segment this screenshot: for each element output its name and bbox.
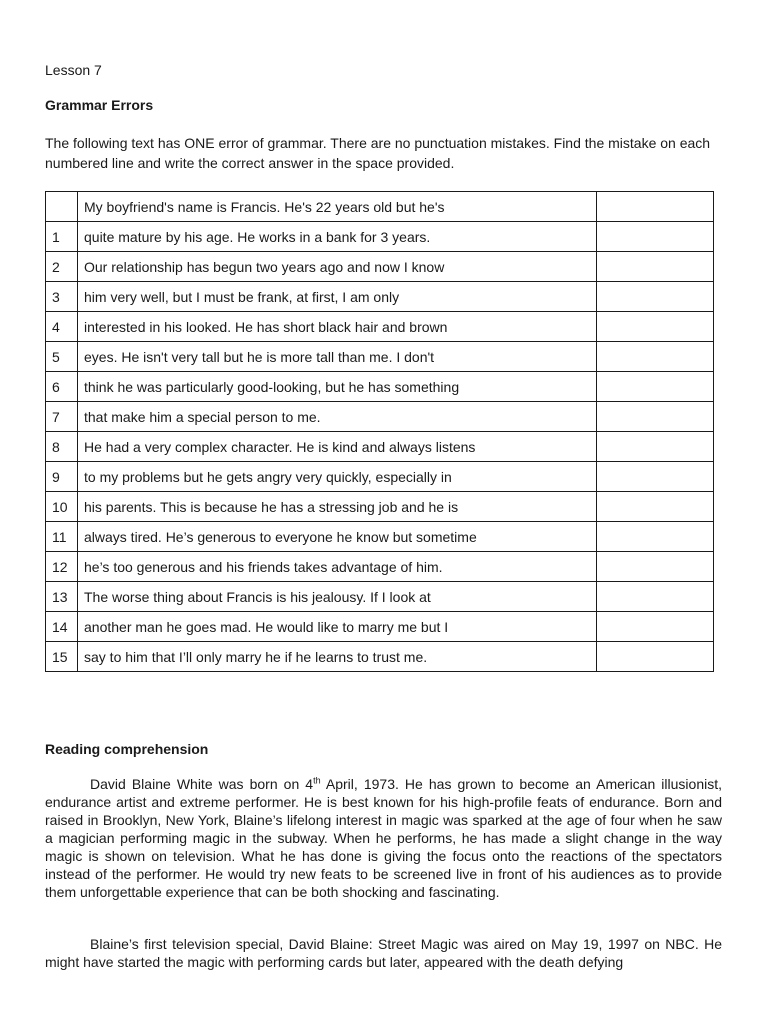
sentence-text: eyes. He isn't very tall but he is more tall than me. I don't bbox=[78, 342, 597, 372]
sentence-text: to my problems but he gets angry very quickly, especially in bbox=[78, 462, 597, 492]
table-row bbox=[46, 522, 714, 552]
answer-cell[interactable] bbox=[597, 402, 714, 432]
table-row bbox=[46, 372, 714, 402]
answer-cell[interactable] bbox=[597, 492, 714, 522]
line-number: 3 bbox=[46, 282, 78, 312]
table-row bbox=[46, 312, 714, 342]
grammar-table bbox=[45, 191, 714, 672]
answer-cell[interactable] bbox=[597, 252, 714, 282]
reading-paragraph-2: Blaine’s first television special, David Blaine: Street Magic was aired on May 19, 1997 on NBC. He might have started the magic with performing cards but later, appeared with the death defying bbox=[45, 936, 722, 970]
table-row bbox=[46, 402, 714, 432]
table-row bbox=[46, 252, 714, 282]
line-number: 14 bbox=[46, 612, 78, 642]
table-row bbox=[46, 282, 714, 312]
sentence-text: think he was particularly good-looking, but he has something bbox=[78, 372, 597, 402]
table-row bbox=[46, 552, 714, 582]
answer-cell[interactable] bbox=[597, 582, 714, 612]
table-row bbox=[46, 582, 714, 612]
line-number bbox=[46, 192, 78, 222]
lesson-label: Lesson 7 bbox=[45, 62, 102, 78]
table-row bbox=[46, 462, 714, 492]
answer-cell[interactable] bbox=[597, 522, 714, 552]
sentence-text: another man he goes mad. He would like to marry me but I bbox=[78, 612, 597, 642]
line-number: 6 bbox=[46, 372, 78, 402]
answer-cell[interactable] bbox=[597, 612, 714, 642]
sentence-text: his parents. This is because he has a stressing job and he is bbox=[78, 492, 597, 522]
paragraph-1-text-start: David Blaine White was born on 4 bbox=[90, 776, 314, 792]
answer-cell[interactable] bbox=[597, 342, 714, 372]
line-number: 4 bbox=[46, 312, 78, 342]
table-row bbox=[46, 492, 714, 522]
sentence-text: that make him a special person to me. bbox=[78, 402, 597, 432]
answer-cell[interactable] bbox=[597, 312, 714, 342]
reading-paragraph-1 bbox=[45, 775, 722, 901]
paragraph-1-text-rest: April, 1973. He has grown to become an American illusionist, endurance artist and extreme performer. He is best known for his high-profile feats of endurance. Born and raised in Brooklyn, New York, Blaine’s lifelong interest in magic was sparked at the age of four when he saw a magician performing magic in the subway. When he performs, he has made a slight change in the way magic is shown on television. What he has done is giving the focus onto the reactions of the spectators instead of the performer. He would try new feats to be screened live in front of his audiences as to provide them unforgettable experience that can be both shocking and fascinating. bbox=[45, 776, 722, 900]
answer-cell[interactable] bbox=[597, 552, 714, 582]
reading-section-title: Reading comprehension bbox=[45, 741, 209, 757]
sentence-text: My boyfriend's name is Francis. He's 22 years old but he's bbox=[78, 192, 597, 222]
grammar-section-title: Grammar Errors bbox=[45, 97, 154, 113]
line-number: 12 bbox=[46, 552, 78, 582]
sentence-text: He had a very complex character. He is kind and always listens bbox=[78, 432, 597, 462]
table-row bbox=[46, 342, 714, 372]
answer-cell[interactable] bbox=[597, 282, 714, 312]
line-number: 15 bbox=[46, 642, 78, 672]
table-row bbox=[46, 192, 714, 222]
sentence-text: he’s too generous and his friends takes advantage of him. bbox=[78, 552, 597, 582]
ordinal-superscript: th bbox=[313, 775, 321, 786]
table-row bbox=[46, 222, 714, 252]
table-row bbox=[46, 642, 714, 672]
line-number: 1 bbox=[46, 222, 78, 252]
answer-cell[interactable] bbox=[597, 432, 714, 462]
answer-cell[interactable] bbox=[597, 642, 714, 672]
line-number: 2 bbox=[46, 252, 78, 282]
answer-cell[interactable] bbox=[597, 462, 714, 492]
answer-cell[interactable] bbox=[597, 192, 714, 222]
line-number: 10 bbox=[46, 492, 78, 522]
sentence-text: him very well, but I must be frank, at first, I am only bbox=[78, 282, 597, 312]
line-number: 7 bbox=[46, 402, 78, 432]
sentence-text: interested in his looked. He has short black hair and brown bbox=[78, 312, 597, 342]
sentence-text: quite mature by his age. He works in a bank for 3 years. bbox=[78, 222, 597, 252]
line-number: 11 bbox=[46, 522, 78, 552]
table-row bbox=[46, 612, 714, 642]
grammar-instructions: The following text has ONE error of grammar. There are no punctuation mistakes. Find the mistake on each numbered line and write the correct answer in the space provided. bbox=[45, 135, 711, 171]
answer-cell[interactable] bbox=[597, 222, 714, 252]
line-number: 9 bbox=[46, 462, 78, 492]
sentence-text: The worse thing about Francis is his jealousy. If I look at bbox=[78, 582, 597, 612]
table-row bbox=[46, 432, 714, 462]
line-number: 13 bbox=[46, 582, 78, 612]
sentence-text: say to him that I’ll only marry he if he learns to trust me. bbox=[78, 642, 597, 672]
sentence-text: always tired. He’s generous to everyone he know but sometime bbox=[78, 522, 597, 552]
line-number: 8 bbox=[46, 432, 78, 462]
line-number: 5 bbox=[46, 342, 78, 372]
sentence-text: Our relationship has begun two years ago and now I know bbox=[78, 252, 597, 282]
answer-cell[interactable] bbox=[597, 372, 714, 402]
